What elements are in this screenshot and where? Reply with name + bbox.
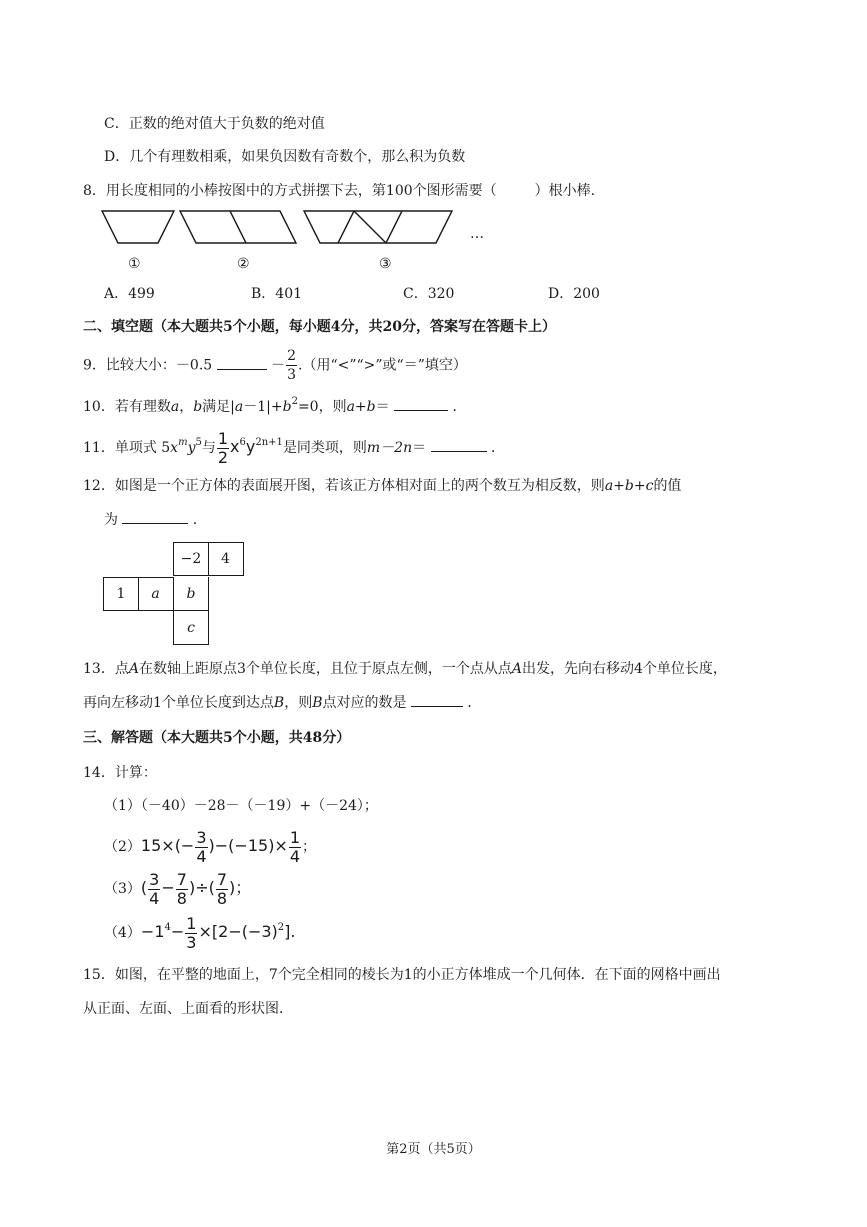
q9-suffix: .（用“<”“>”或“＝”填空） xyxy=(298,357,467,374)
figure-label-2: ② xyxy=(237,256,250,272)
figures-ellipsis: … xyxy=(470,226,484,242)
net-cell-neg2: −2 xyxy=(173,542,209,576)
q8-option-d: D．200 xyxy=(548,286,600,302)
net-cell-c: c xyxy=(173,611,209,645)
matchstick-figures xyxy=(100,206,500,248)
q11-blank xyxy=(431,439,487,452)
figure-label-1: ① xyxy=(128,256,141,272)
q14-part-4: $(4)-1^4-$ $\frac{1}{3}$ $\times[2-(-3)^2]$. xyxy=(104,913,296,952)
q9 xyxy=(83,347,467,384)
q12-line1: 12．如图是一个正方体的表面展开图，若该正方体相对面上的两个数互为相反数，则a+b+c的值 xyxy=(83,478,682,494)
q8-option-b: B．401 xyxy=(251,286,303,302)
figure-label-3: ③ xyxy=(379,256,392,272)
q9-blank xyxy=(217,357,267,370)
net-cell-a: a xyxy=(138,577,174,611)
q14-title: 14．计算： xyxy=(83,765,157,781)
q8-stem-end: ）根小棒. xyxy=(534,183,596,199)
q10: 10．若有理数a，b满足$|a-1|+b^2=0$，则a+b＝ ． xyxy=(83,396,467,415)
q11-fraction: $\frac{1}{2}$ xyxy=(217,428,229,467)
q12-line2: 为 ． xyxy=(104,512,207,528)
section-2-title: 二、填空题（本大题共5个小题，每小题4分，共20分，答案写在答题卡上） xyxy=(83,319,556,335)
section-3-title: 三、解答题（本大题共5个小题，共48分） xyxy=(83,730,351,746)
net-cell-b: b xyxy=(173,577,209,611)
net-cell-1: 1 xyxy=(103,577,139,611)
q9-minus: － xyxy=(271,357,286,374)
q14-part-2: （2）15×(− $\frac{3}{4}$ )−(−15)× $\frac{1}{4}$ ； xyxy=(104,827,317,866)
q7-option-c: C．正数的绝对值大于负数的绝对值 xyxy=(104,116,325,132)
q14-part-3: （3）( $\frac{3}{4}$ − $\frac{7}{8}$ )÷( $\frac{7}{8}$ )； xyxy=(104,869,252,908)
q7-option-d: D．几个有理数相乘，如果负因数有奇数个，那么积为负数 xyxy=(104,149,466,165)
net-cell-4: 4 xyxy=(208,542,244,576)
q11: 11．单项式 $5x^my^5$与 $\frac{1}{2}$ $x^6y^{2n+1}$是同类项，则m－2n＝ ． xyxy=(83,428,506,467)
q13-line1: 13．点A在数轴上距原点3个单位长度，且位于原点左侧，一个点从点A出发，先向右移动4个单位长度， xyxy=(83,661,727,677)
q13-blank xyxy=(411,694,463,707)
figure-3-shape xyxy=(304,211,452,243)
q13-line2: 再向左移动1个单位长度到达点B，则B点对应的数是 ． xyxy=(83,695,482,711)
q8-stem-text: 8．用长度相同的小棒按图中的方式拼摆下去，第100个图形需要（ xyxy=(83,183,497,199)
q8-option-a: A．499 xyxy=(104,286,155,302)
figure-1-trapezoid xyxy=(102,211,174,243)
q9-fraction: $\frac{2}{3}$ xyxy=(287,348,296,383)
q8-stem xyxy=(83,181,595,201)
q9-prefix: 9．比较大小：－0.5 xyxy=(83,357,213,374)
q12-blank xyxy=(122,511,188,524)
q15-line1: 15．如图，在平整的地面上，7个完全相同的棱长为1的小正方体堆成一个几何体．在下面的网格中画出 xyxy=(83,967,721,983)
q14-part-1: （1）（－40）－28－（－19）+（－24）； xyxy=(104,798,378,814)
q8-option-c: C．320 xyxy=(403,286,455,302)
page-footer: 第2页（共5页） xyxy=(386,1142,481,1157)
q15-line2: 从正面、左面、上面看的形状图． xyxy=(83,1001,293,1017)
q10-blank xyxy=(394,398,448,411)
